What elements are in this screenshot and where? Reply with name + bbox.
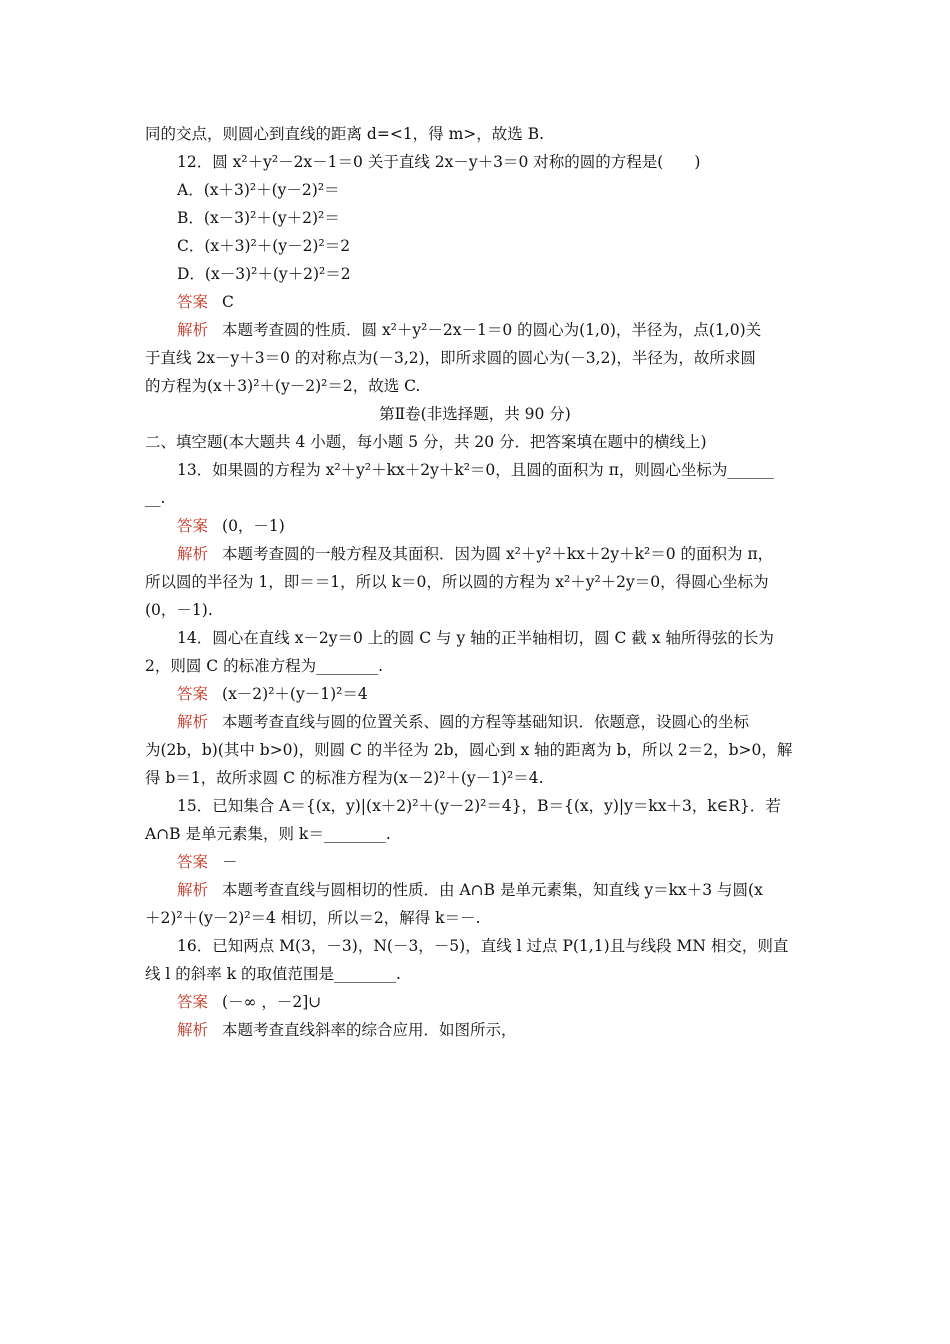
analysis-16 xyxy=(177,1020,817,1040)
answer-label: 答案 xyxy=(177,853,209,871)
line-text: 16．已知两点 M(3，－3)，N(－3，－5)，直线 l 过点 P(1,1)且与线段 MN 相交，则直 xyxy=(177,937,789,955)
line-text: 于直线 2x－y＋3＝0 的对称点为(－3,2)，即所求圆的圆心为(－3,2)，半径为，故所求圆 xyxy=(145,349,756,367)
line-text: 为(2b，b)(其中 b>0)，则圆 C 的半径为 2b，圆心到 x 轴的距离为 b，所以 2＝2，b>0，解 xyxy=(145,741,793,759)
analysis-14 xyxy=(177,712,817,732)
text-line xyxy=(145,824,815,844)
analysis-text: 本题考查直线与圆相切的性质．由 A∩B 是单元素集，知直线 y＝kx＋3 与圆(x xyxy=(222,881,763,899)
answer-text: C xyxy=(222,293,234,311)
question-14 xyxy=(177,628,817,648)
text-line xyxy=(145,488,815,508)
line-text: A．(x＋3)²＋(y－2)²＝ xyxy=(177,181,340,199)
line-text: (0，－1). xyxy=(145,601,213,619)
question-16 xyxy=(177,936,817,956)
option-d xyxy=(177,264,817,284)
analysis-label: 解析 xyxy=(177,713,209,731)
line-text: 二、填空题(本大题共 4 小题，每小题 5 分，共 20 分．把答案填在题中的横线上) xyxy=(145,433,707,451)
text-line xyxy=(145,572,815,592)
line-text: 同的交点，则圆心到直线的距离 d=<1，得 m>，故选 B. xyxy=(145,125,545,143)
line-text: 15．已知集合 A＝{(x，y)|(x＋2)²＋(y－2)²＝4}，B＝{(x，y)|y＝kx＋3，k∈R}．若 xyxy=(177,797,781,815)
text-line xyxy=(145,124,815,144)
answer-text: (x－2)²＋(y－1)²＝4 xyxy=(222,685,368,703)
text-line xyxy=(145,376,815,396)
line-text: 13．如果圆的方程为 x²＋y²＋kx＋2y＋k²＝0，且圆的面积为 π，则圆心坐标为______ xyxy=(177,461,774,479)
answer-text: － xyxy=(222,853,238,871)
line-text: 得 b＝1，故所求圆 C 的标准方程为(x－2)²＋(y－1)²＝4. xyxy=(145,769,544,787)
text-line xyxy=(145,908,815,928)
section-title xyxy=(0,404,950,424)
text-line xyxy=(145,768,815,788)
line-text: __. xyxy=(145,489,166,507)
answer-label: 答案 xyxy=(177,993,209,1011)
line-text: 12．圆 x²＋y²－2x－1＝0 关于直线 2x－y＋3＝0 对称的圆的方程是( ) xyxy=(177,153,701,171)
answer-label: 答案 xyxy=(177,293,209,311)
analysis-label: 解析 xyxy=(177,545,209,563)
question-13 xyxy=(177,460,817,480)
text-line xyxy=(145,348,815,368)
answer-label: 答案 xyxy=(177,517,209,535)
answer-text: (0，－1) xyxy=(222,517,285,535)
question-15 xyxy=(177,796,817,816)
analysis-15 xyxy=(177,880,817,900)
answer-15 xyxy=(177,852,817,872)
line-text: 2，则圆 C 的标准方程为________. xyxy=(145,657,384,675)
line-text: D．(x－3)²＋(y＋2)²＝2 xyxy=(177,265,351,283)
analysis-13 xyxy=(177,544,817,564)
analysis-label: 解析 xyxy=(177,321,209,339)
analysis-text: 本题考查直线与圆的位置关系、圆的方程等基础知识．依题意，设圆心的坐标 xyxy=(222,713,750,731)
line-text: B．(x－3)²＋(y＋2)²＝ xyxy=(177,209,340,227)
line-text: 所以圆的半径为 1，即＝＝1，所以 k＝0，所以圆的方程为 x²＋y²＋2y＝0，得圆心坐标为 xyxy=(145,573,769,591)
option-b xyxy=(177,208,817,228)
text-line xyxy=(145,964,815,984)
analysis-text: 本题考查圆的一般方程及其面积．因为圆 x²＋y²＋kx＋2y＋k²＝0 的面积为 π， xyxy=(222,545,774,563)
line-text: 线 l 的斜率 k 的取值范围是________. xyxy=(145,965,401,983)
analysis-label: 解析 xyxy=(177,1021,209,1039)
line-text: ＋2)²＋(y－2)²＝4 相切，所以＝2，解得 k＝－. xyxy=(145,909,481,927)
section-title-text: 第Ⅱ卷(非选择题，共 90 分) xyxy=(379,405,571,423)
analysis-12 xyxy=(177,320,817,340)
answer-12 xyxy=(177,292,817,312)
question-12 xyxy=(177,152,817,172)
answer-14 xyxy=(177,684,817,704)
line-text: 14．圆心在直线 x－2y＝0 上的圆 C 与 y 轴的正半轴相切，圆 C 截 x 轴所得弦的长为 xyxy=(177,629,774,647)
line-text: 的方程为(x＋3)²＋(y－2)²＝2，故选 C. xyxy=(145,377,421,395)
option-a xyxy=(177,180,817,200)
analysis-text: 本题考查圆的性质．圆 x²＋y²－2x－1＝0 的圆心为(1,0)，半径为，点(1,0)关 xyxy=(222,321,762,339)
option-c xyxy=(177,236,817,256)
answer-16 xyxy=(177,992,817,1012)
text-line xyxy=(145,600,815,620)
answer-label: 答案 xyxy=(177,685,209,703)
analysis-text: 本题考查直线斜率的综合应用．如图所示， xyxy=(222,1021,517,1039)
section-instruction xyxy=(145,432,815,452)
line-text: C．(x＋3)²＋(y－2)²＝2 xyxy=(177,237,351,255)
line-text: A∩B 是单元素集，则 k＝________. xyxy=(145,825,391,843)
answer-13 xyxy=(177,516,817,536)
analysis-label: 解析 xyxy=(177,881,209,899)
text-line xyxy=(145,656,815,676)
text-line xyxy=(145,740,815,760)
answer-text: (－∞ ，－2]∪ xyxy=(222,993,322,1011)
